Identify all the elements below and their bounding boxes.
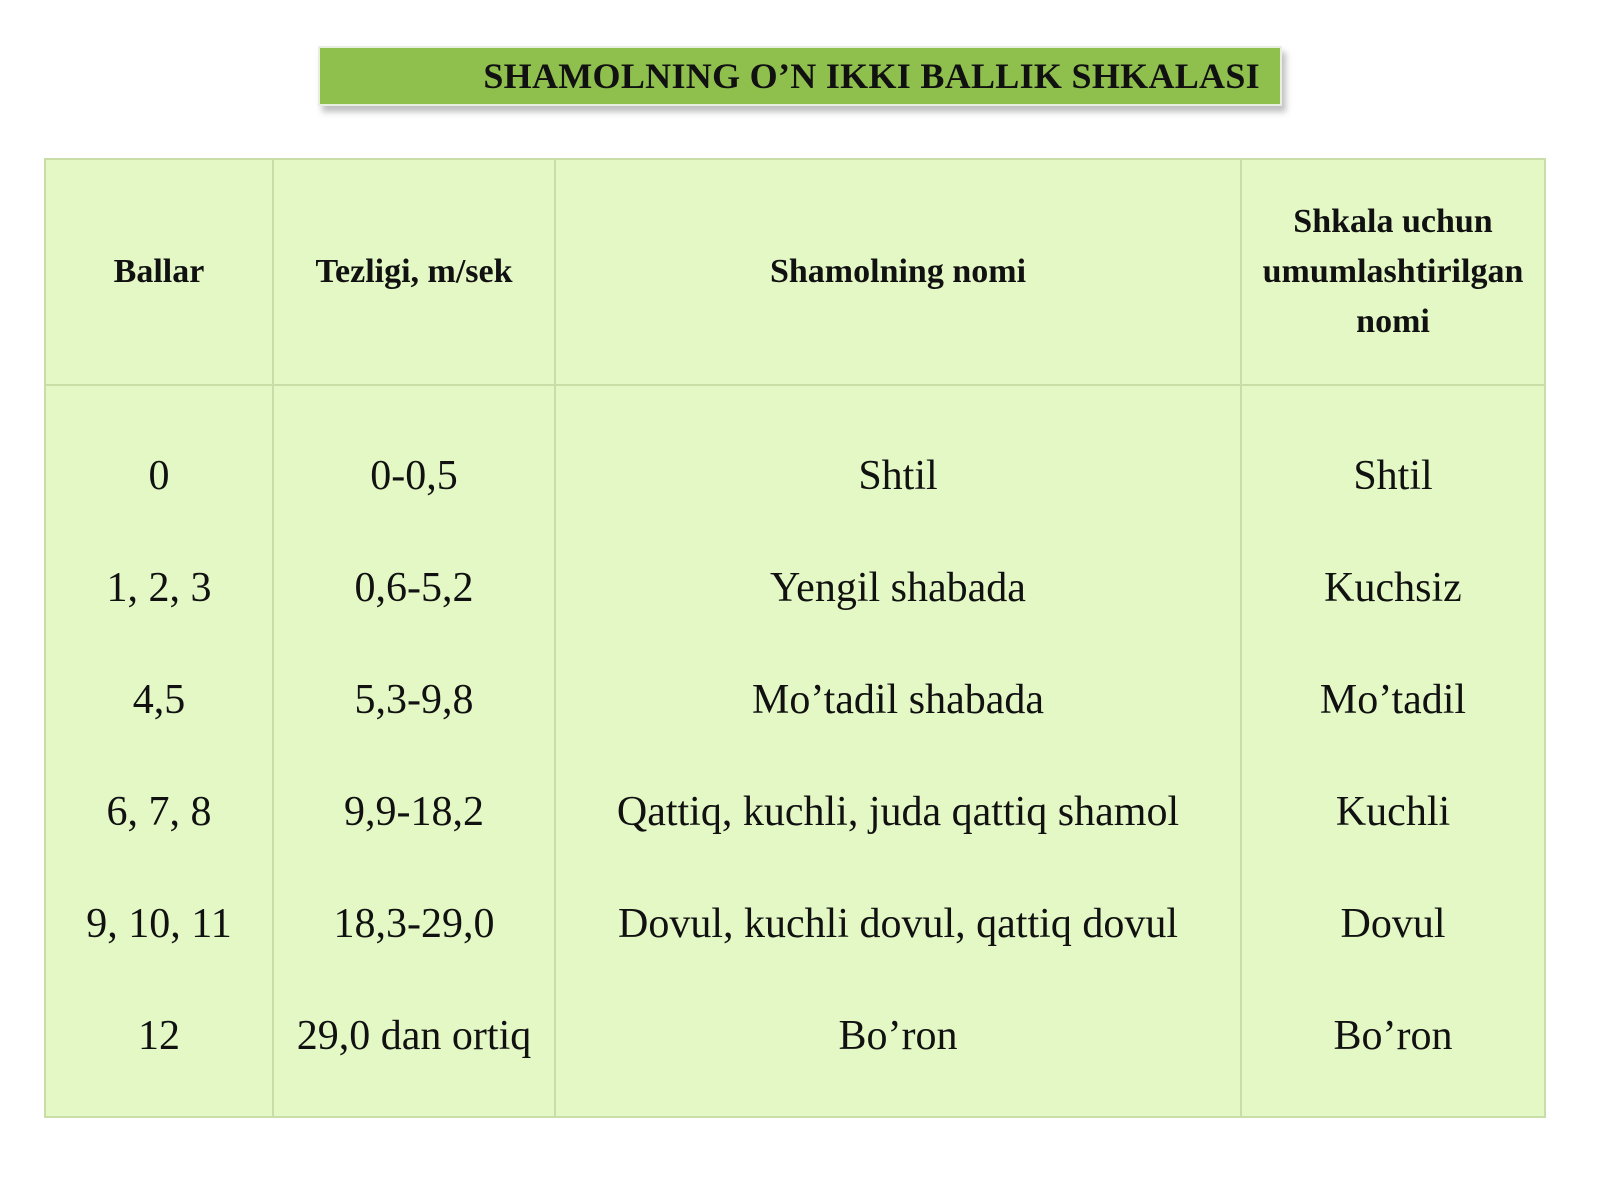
table-row bbox=[45, 532, 1545, 644]
cell-ballar: 6, 7, 8 bbox=[45, 756, 273, 868]
cell-speed: 29,0 dan ortiq bbox=[273, 980, 555, 1117]
cell-generalized-name: Dovul bbox=[1241, 868, 1545, 980]
cell-generalized-name: Kuchsiz bbox=[1241, 532, 1545, 644]
cell-ballar: 9, 10, 11 bbox=[45, 868, 273, 980]
table-row bbox=[45, 868, 1545, 980]
cell-wind-name: Yengil shabada bbox=[555, 532, 1241, 644]
cell-speed: 5,3-9,8 bbox=[273, 644, 555, 756]
cell-ballar: 0 bbox=[45, 385, 273, 532]
cell-generalized-name: Shtil bbox=[1241, 385, 1545, 532]
cell-speed: 18,3-29,0 bbox=[273, 868, 555, 980]
cell-wind-name: Mo’tadil shabada bbox=[555, 644, 1241, 756]
table-row bbox=[45, 980, 1545, 1117]
header-speed: Tezligi, m/sek bbox=[273, 159, 555, 385]
title-banner bbox=[318, 46, 1282, 106]
cell-wind-name: Bo’ron bbox=[555, 980, 1241, 1117]
table-row bbox=[45, 644, 1545, 756]
header-ballar: Ballar bbox=[45, 159, 273, 385]
cell-generalized-name: Bo’ron bbox=[1241, 980, 1545, 1117]
slide-title: SHAMOLNING O’N IKKI BALLIK SHKALASI bbox=[483, 56, 1260, 96]
table-row bbox=[45, 756, 1545, 868]
table-header-row bbox=[45, 159, 1545, 385]
header-wind-name: Shamolning nomi bbox=[555, 159, 1241, 385]
cell-wind-name: Shtil bbox=[555, 385, 1241, 532]
wind-scale-table-container bbox=[44, 158, 1544, 1116]
wind-scale-table bbox=[44, 158, 1546, 1118]
cell-generalized-name: Kuchli bbox=[1241, 756, 1545, 868]
cell-wind-name: Dovul, kuchli dovul, qattiq dovul bbox=[555, 868, 1241, 980]
cell-speed: 0,6-5,2 bbox=[273, 532, 555, 644]
cell-speed: 9,9-18,2 bbox=[273, 756, 555, 868]
cell-ballar: 1, 2, 3 bbox=[45, 532, 273, 644]
cell-wind-name: Qattiq, kuchli, juda qattiq shamol bbox=[555, 756, 1241, 868]
cell-speed: 0-0,5 bbox=[273, 385, 555, 532]
cell-generalized-name: Mo’tadil bbox=[1241, 644, 1545, 756]
cell-ballar: 4,5 bbox=[45, 644, 273, 756]
table-row bbox=[45, 385, 1545, 532]
cell-ballar: 12 bbox=[45, 980, 273, 1117]
header-generalized-name: Shkala uchun umumlashtirilgan nomi bbox=[1241, 159, 1545, 385]
